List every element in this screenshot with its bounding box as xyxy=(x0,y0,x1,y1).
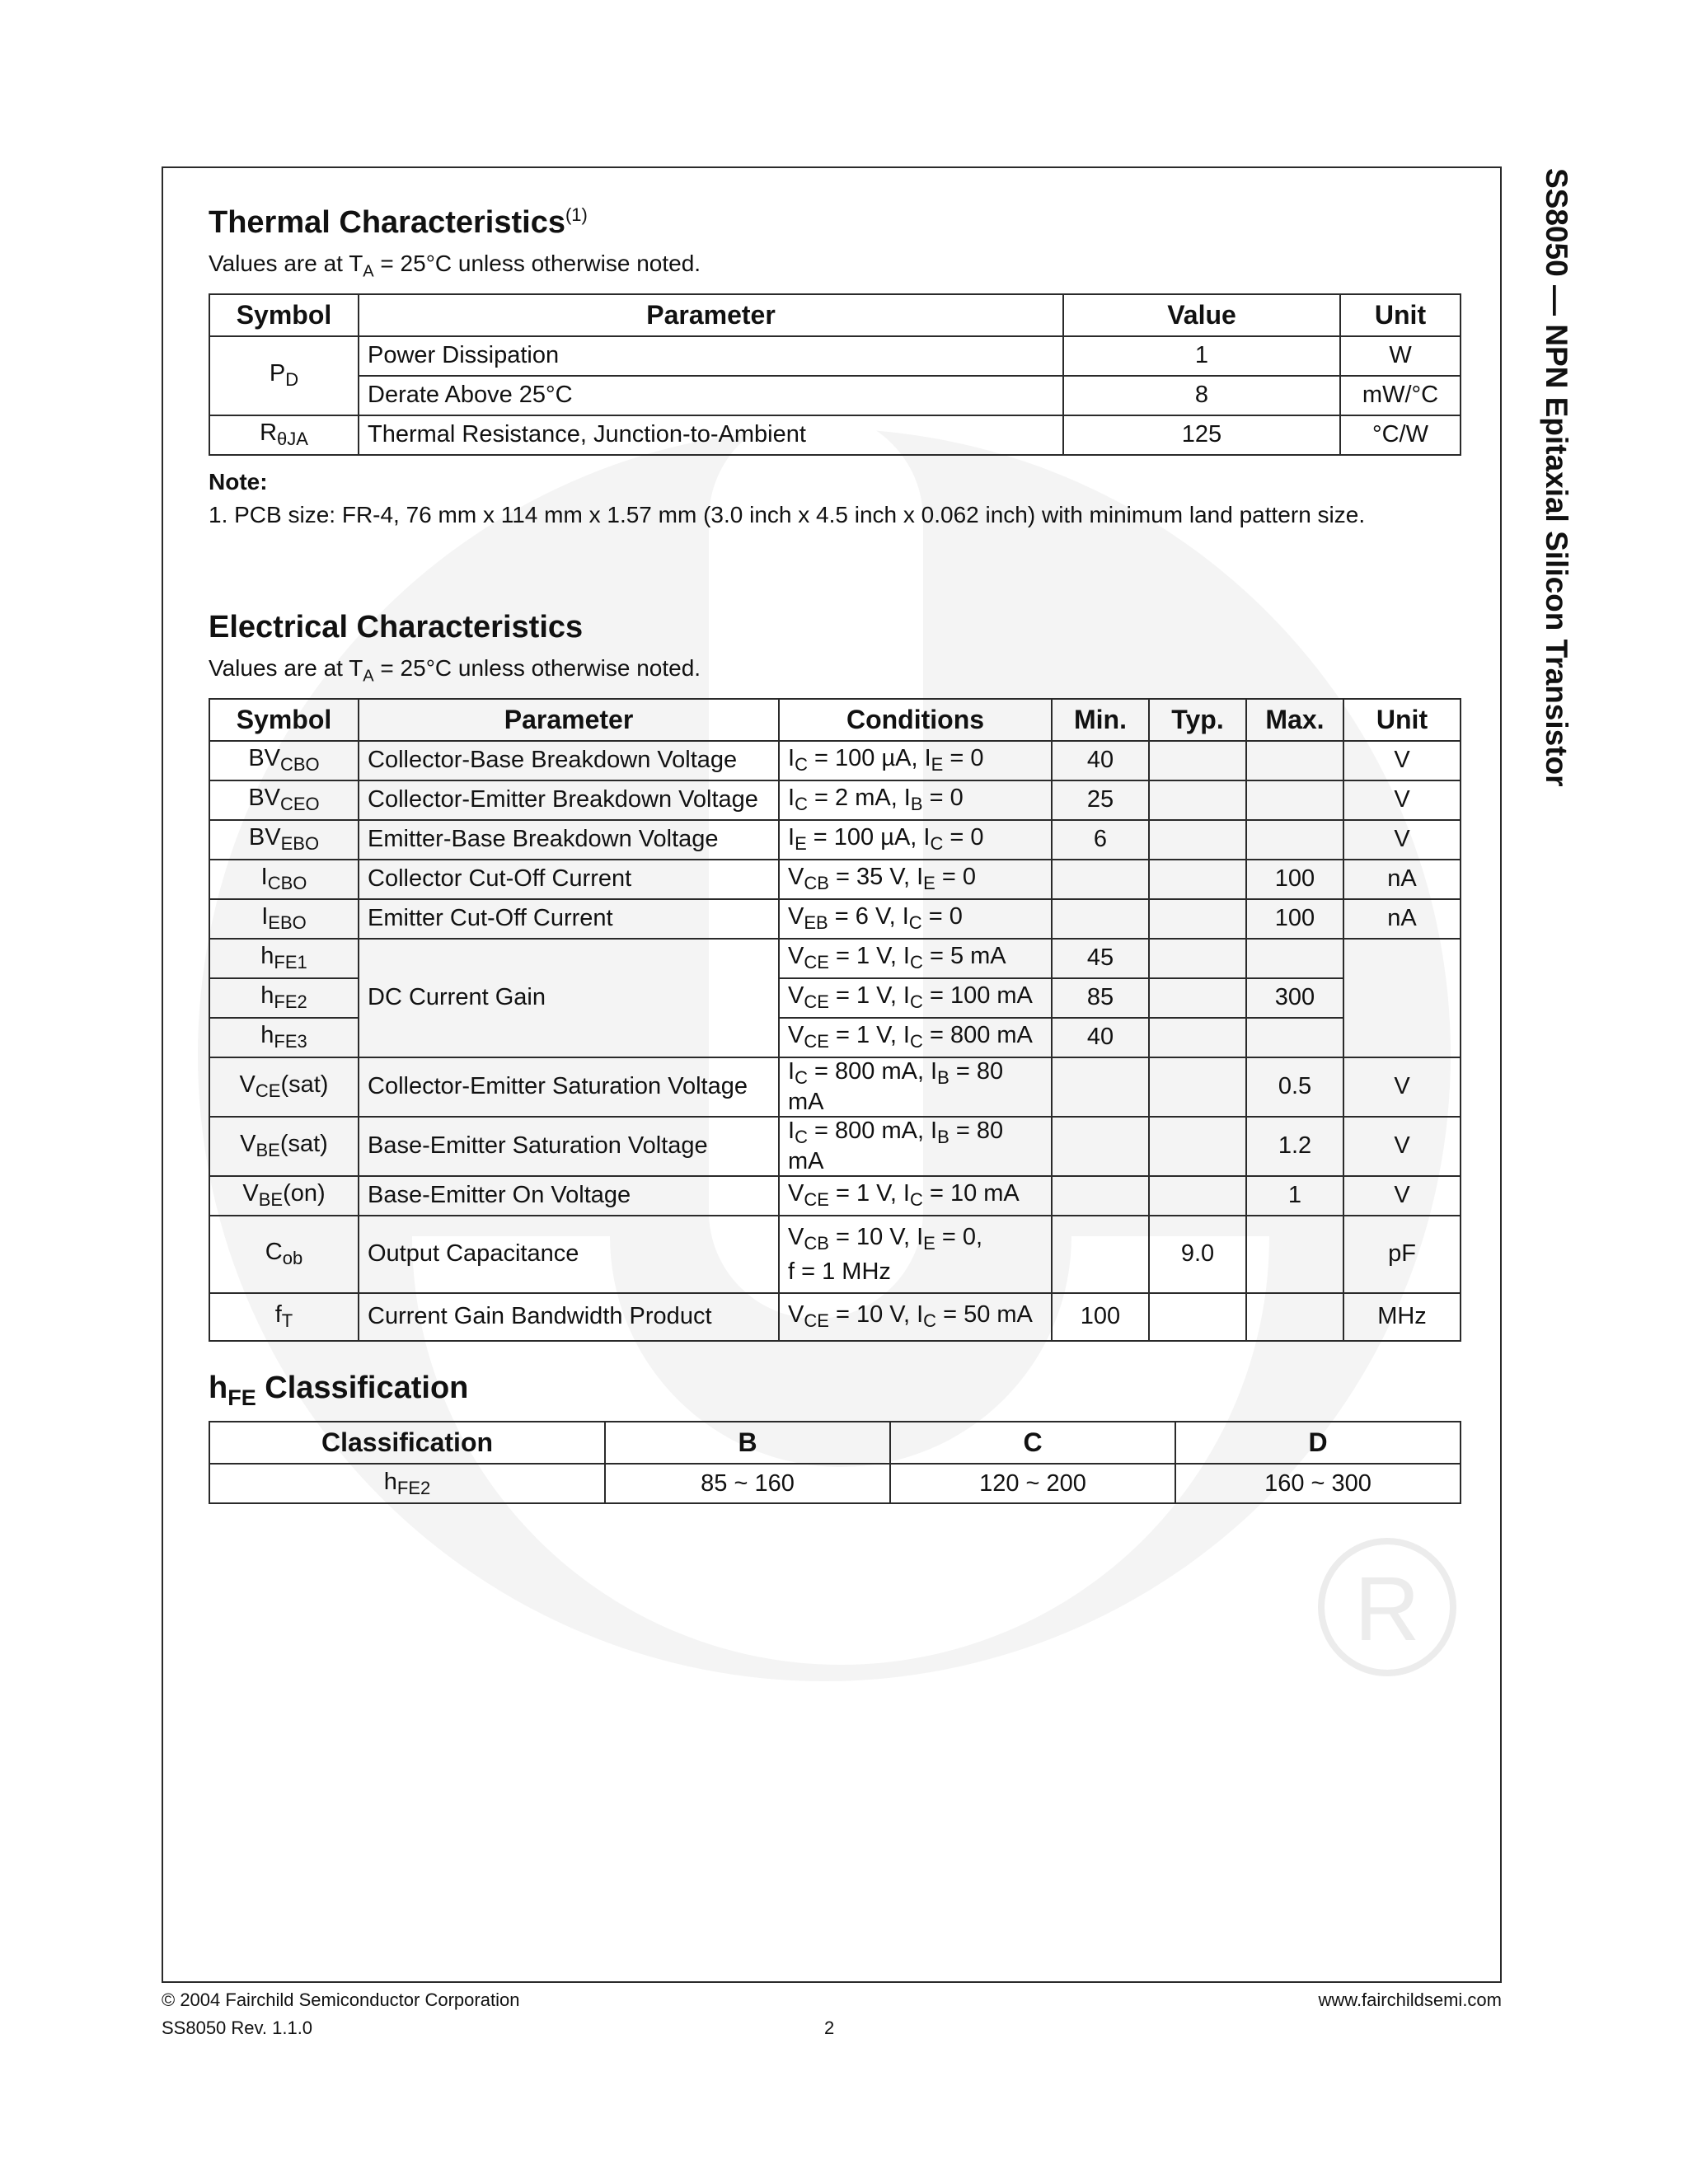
hfe-classification-section xyxy=(209,1371,1460,1504)
min-cell: 6 xyxy=(1052,820,1149,860)
min-cell: 45 xyxy=(1052,939,1149,978)
symbol-cell: $h_{FE2}$ xyxy=(209,978,359,1018)
unit-cell: nA xyxy=(1343,899,1461,939)
conditions-cell: $I_C = 100$ µA, $I_E = 0$ xyxy=(779,741,1052,780)
parameter-cell: Current Gain Bandwidth Product xyxy=(359,1293,779,1341)
table-row xyxy=(209,1117,1461,1176)
max-cell: 100 xyxy=(1246,860,1343,899)
min-cell: 25 xyxy=(1052,780,1149,820)
header-min: Min. xyxy=(1052,699,1149,741)
min-cell xyxy=(1052,1176,1149,1216)
symbol-cell: $I_{EBO}$ xyxy=(209,899,359,939)
min-cell: 40 xyxy=(1052,1018,1149,1057)
header-symbol: Symbol xyxy=(209,699,359,741)
conditions-cell: $I_C = 800$ mA, $I_B = 80$ mA xyxy=(779,1117,1052,1176)
class-b-cell: 85 ~ 160 xyxy=(605,1464,890,1503)
unit-cell: V xyxy=(1343,1117,1461,1176)
parameter-cell: Output Capacitance xyxy=(359,1216,779,1293)
min-cell xyxy=(1052,1057,1149,1117)
header-b: B xyxy=(605,1422,890,1464)
symbol-cell: $BV_{CEO}$ xyxy=(209,780,359,820)
symbol-cell: $BV_{EBO}$ xyxy=(209,820,359,860)
parameter-cell: Power Dissipation xyxy=(359,336,1063,376)
max-cell xyxy=(1246,820,1343,860)
unit-cell: MHz xyxy=(1343,1293,1461,1341)
thermal-table xyxy=(209,293,1461,456)
parameter-cell: Emitter-Base Breakdown Voltage xyxy=(359,820,779,860)
table-row xyxy=(209,1176,1461,1216)
symbol-cell: $I_{CBO}$ xyxy=(209,860,359,899)
parameter-cell: Derate Above 25°C xyxy=(359,376,1063,415)
parameter-cell: Emitter Cut-Off Current xyxy=(359,899,779,939)
max-cell xyxy=(1246,1018,1343,1057)
parameter-cell: Collector Cut-Off Current xyxy=(359,860,779,899)
class-c-cell: 120 ~ 200 xyxy=(890,1464,1175,1503)
unit-cell xyxy=(1343,939,1461,1057)
unit-cell: V xyxy=(1343,820,1461,860)
max-cell: 0.5 xyxy=(1246,1057,1343,1117)
parameter-cell: Collector-Base Breakdown Voltage xyxy=(359,741,779,780)
value-cell: 8 xyxy=(1063,376,1340,415)
table-row xyxy=(209,336,1461,376)
thermal-subtitle: Values are at $T_A = 25^\circ C$ unless otherwise noted. xyxy=(209,251,701,281)
footer-page-number: 2 xyxy=(824,2018,835,2038)
typ-cell xyxy=(1149,780,1246,820)
typ-cell xyxy=(1149,1057,1246,1117)
symbol-cell: $h_{FE3}$ xyxy=(209,1018,359,1057)
unit-cell: pF xyxy=(1343,1216,1461,1293)
electrical-section xyxy=(209,610,1460,1342)
conditions-cell: $V_{CB} = 35$ V, $I_E = 0$ xyxy=(779,860,1052,899)
symbol-cell: $P_D$ xyxy=(209,336,359,415)
typ-cell xyxy=(1149,1018,1246,1057)
min-cell xyxy=(1052,860,1149,899)
table-row xyxy=(209,860,1461,899)
unit-cell: °C/W xyxy=(1340,415,1461,455)
conditions-cell: $V_{EB} = 6$ V, $I_C = 0$ xyxy=(779,899,1052,939)
header-classification: Classification xyxy=(209,1422,605,1464)
header-conditions: Conditions xyxy=(779,699,1052,741)
typ-cell xyxy=(1149,1176,1246,1216)
unit-cell: V xyxy=(1343,741,1461,780)
header-unit: Unit xyxy=(1340,294,1461,336)
table-row xyxy=(209,1293,1461,1341)
thermal-title-note-ref: (1) xyxy=(565,204,588,225)
footer-website-link[interactable]: www.fairchildsemi.com xyxy=(1318,1990,1502,2010)
conditions-cell: $V_{CE} = 1$ V, $I_C = 100$ mA xyxy=(779,978,1052,1018)
symbol-cell: $f_T$ xyxy=(209,1293,359,1341)
unit-cell: V xyxy=(1343,1057,1461,1117)
min-cell xyxy=(1052,1216,1149,1293)
typ-cell xyxy=(1149,1293,1246,1341)
max-cell xyxy=(1246,1216,1343,1293)
max-cell: 300 xyxy=(1246,978,1343,1018)
max-cell xyxy=(1246,939,1343,978)
header-unit: Unit xyxy=(1343,699,1461,741)
unit-cell: mW/°C xyxy=(1340,376,1461,415)
conditions-cell: $V_{CE} = 1$ V, $I_C = 10$ mA xyxy=(779,1176,1052,1216)
class-d-cell: 160 ~ 300 xyxy=(1175,1464,1461,1503)
min-cell xyxy=(1052,1117,1149,1176)
table-row xyxy=(209,1216,1461,1293)
hfe-classification-table xyxy=(209,1421,1461,1504)
conditions-cell: $V_{CE} = 1$ V, $I_C = 800$ mA xyxy=(779,1018,1052,1057)
header-typ: Typ. xyxy=(1149,699,1246,741)
typ-cell xyxy=(1149,899,1246,939)
table-row xyxy=(209,1464,1461,1503)
thermal-title: Thermal Characteristics$^{(1)}$ xyxy=(209,204,588,240)
electrical-subtitle: Values are at $T_A = 25^\circ C$ unless otherwise noted. xyxy=(209,655,701,686)
conditions-cell: $V_{CB} = 10$ V, $I_E = 0$, f = 1 MHz xyxy=(779,1216,1052,1293)
header-parameter: Parameter xyxy=(359,699,779,741)
max-cell: 1.2 xyxy=(1246,1117,1343,1176)
symbol-cell: $BV_{CBO}$ xyxy=(209,741,359,780)
value-cell: 1 xyxy=(1063,336,1340,376)
min-cell xyxy=(1052,899,1149,939)
table-row xyxy=(209,939,1461,978)
conditions-cell: $I_C = 800$ mA, $I_B = 80$ mA xyxy=(779,1057,1052,1117)
typ-cell xyxy=(1149,860,1246,899)
header-value: Value xyxy=(1063,294,1340,336)
thermal-section xyxy=(209,204,1460,528)
typ-cell xyxy=(1149,978,1246,1018)
conditions-cell: $V_{CE} = 1$ V, $I_C = 5$ mA xyxy=(779,939,1052,978)
unit-cell: nA xyxy=(1343,860,1461,899)
note-text: 1. PCB size: FR-4, 76 mm x 114 mm x 1.57 mm (3.0 inch x 4.5 inch x 0.062 inch) with minimum land pattern size. xyxy=(209,501,1366,527)
header-c: C xyxy=(890,1422,1175,1464)
max-cell: 100 xyxy=(1246,899,1343,939)
typ-cell xyxy=(1149,820,1246,860)
table-header-row xyxy=(209,699,1461,741)
note-label: Note: xyxy=(209,468,268,494)
header-max: Max. xyxy=(1246,699,1343,741)
table-row xyxy=(209,415,1461,455)
electrical-table xyxy=(209,698,1461,1342)
typ-cell xyxy=(1149,939,1246,978)
max-cell xyxy=(1246,1293,1343,1341)
table-header-row xyxy=(209,294,1461,336)
symbol-cell: $V_{BE}(sat)$ xyxy=(209,1117,359,1176)
max-cell: 1 xyxy=(1246,1176,1343,1216)
footer-revision: SS8050 Rev. 1.1.0 xyxy=(162,2018,313,2038)
min-cell: 40 xyxy=(1052,741,1149,780)
value-cell: 125 xyxy=(1063,415,1340,455)
parameter-cell: Base-Emitter On Voltage xyxy=(359,1176,779,1216)
parameter-cell: Base-Emitter Saturation Voltage xyxy=(359,1117,779,1176)
parameter-cell: DC Current Gain xyxy=(359,939,779,1057)
max-cell xyxy=(1246,780,1343,820)
header-symbol: Symbol xyxy=(209,294,359,336)
unit-cell: W xyxy=(1340,336,1461,376)
table-row xyxy=(209,780,1461,820)
header-parameter: Parameter xyxy=(359,294,1063,336)
table-row xyxy=(209,741,1461,780)
unit-cell: V xyxy=(1343,780,1461,820)
parameter-cell: Collector-Emitter Saturation Voltage xyxy=(359,1057,779,1117)
unit-cell: V xyxy=(1343,1176,1461,1216)
symbol-cell: $R_{\theta JA}$ xyxy=(209,415,359,455)
classification-label-cell: $h_{FE2}$ xyxy=(209,1464,605,1503)
table-header-row xyxy=(209,1422,1461,1464)
min-cell: 100 xyxy=(1052,1293,1149,1341)
typ-cell: 9.0 xyxy=(1149,1216,1246,1293)
symbol-cell: $V_{CE}(sat)$ xyxy=(209,1057,359,1117)
symbol-cell: $C_{ob}$ xyxy=(209,1216,359,1293)
conditions-cell: $I_E = 100$ µA, $I_C = 0$ xyxy=(779,820,1052,860)
svg-text:R: R xyxy=(1354,1558,1420,1660)
symbol-cell: $V_{BE}(on)$ xyxy=(209,1176,359,1216)
typ-cell xyxy=(1149,1117,1246,1176)
table-row xyxy=(209,820,1461,860)
hfe-classification-title: $h_{FE}$ Classification xyxy=(209,1371,469,1410)
typ-cell xyxy=(1149,741,1246,780)
parameter-cell: Collector-Emitter Breakdown Voltage xyxy=(359,780,779,820)
table-row xyxy=(209,376,1461,415)
table-row xyxy=(209,1057,1461,1117)
parameter-cell: Thermal Resistance, Junction-to-Ambient xyxy=(359,415,1063,455)
electrical-title: Electrical Characteristics xyxy=(209,610,584,644)
document-side-title: SS8050 — NPN Epitaxial Silicon Transistor xyxy=(1540,168,1573,787)
header-d: D xyxy=(1175,1422,1461,1464)
table-row xyxy=(209,899,1461,939)
conditions-cell: $V_{CE} = 10$ V, $I_C = 50$ mA xyxy=(779,1293,1052,1341)
max-cell xyxy=(1246,741,1343,780)
symbol-cell: $h_{FE1}$ xyxy=(209,939,359,978)
min-cell: 85 xyxy=(1052,978,1149,1018)
footer-copyright: © 2004 Fairchild Semiconductor Corporation xyxy=(162,1990,520,2010)
conditions-cell: $I_C = 2$ mA, $I_B = 0$ xyxy=(779,780,1052,820)
